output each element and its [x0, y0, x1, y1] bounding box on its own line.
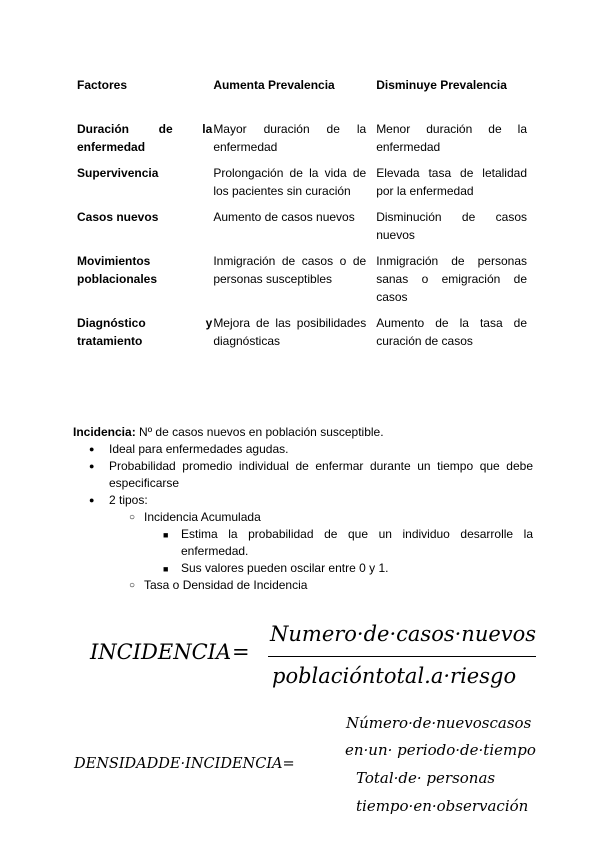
prevalence-factors-table — [77, 76, 527, 358]
table-row — [77, 314, 527, 358]
disminuye-cell: Elevada tasa de letalidad por la enfermedad — [376, 166, 527, 198]
factor-line-1 — [77, 314, 212, 332]
factor-cell: Supervivencia — [77, 166, 159, 180]
formula-densidad-denominator-line-2: tiempo·en·observación — [356, 797, 529, 815]
disminuye-cell: Disminución de casos nuevos — [376, 210, 527, 242]
factor-word: y — [205, 316, 213, 330]
header-disminuye: Disminuye Prevalencia — [376, 78, 507, 92]
incidencia-section — [73, 424, 533, 594]
incidencia-definition — [73, 424, 533, 441]
tipo-item: ○ Incidencia Acumulada — [73, 509, 533, 526]
factor-word: la — [202, 122, 213, 136]
factor-word: Diagnóstico — [77, 316, 146, 330]
formula-incidencia-lhs: INCIDENCIA — [90, 640, 232, 664]
acumulada-point: ■ Sus valores pueden oscilar entre 0 y 1. — [73, 560, 533, 577]
factor-cell: Casos nuevos — [77, 210, 159, 224]
table-row — [77, 120, 527, 164]
factor-line-2: enfermedad — [77, 140, 146, 154]
list-item: ● Probabilidad promedio individual de enfermar durante un tiempo que debe especificarse — [73, 458, 533, 492]
table-row — [77, 208, 527, 252]
formula-incidencia-numerator: Numero·de·casos·nuevos — [270, 622, 537, 646]
acumulada-point: ■ Estima la probabilidad de que un individuo desarrolle la enfermedad. — [73, 526, 533, 560]
header-factores: Factores — [77, 78, 128, 92]
aumenta-cell: Inmigración de casos o de personas susceptibles — [213, 254, 367, 286]
incidencia-bullet-list — [73, 441, 533, 594]
aumenta-cell: Mayor duración de la enfermedad — [213, 122, 367, 154]
aumenta-cell: Mejora de las posibilidades diagnósticas — [213, 316, 367, 348]
factor-word: de — [158, 122, 173, 136]
incidencia-label: Incidencia: — [73, 425, 136, 439]
aumenta-cell: Aumento de casos nuevos — [213, 210, 355, 224]
disminuye-cell: Aumento de la tasa de curación de casos — [376, 316, 527, 348]
formula-densidad-denominator-line-1: Total·de· personas — [356, 769, 496, 787]
factor-word: Duración — [77, 122, 130, 136]
disminuye-cell: Inmigración de personas sanas o emigración de casos — [376, 254, 527, 304]
formula-incidencia-equals: = — [232, 640, 250, 664]
formula-densidad-lhs: DENSIDADDE·INCIDENCIA= — [74, 756, 295, 772]
factor-line-2: tratamiento — [77, 334, 143, 348]
aumenta-cell: Prolongación de la vida de los pacientes sin curación — [213, 166, 367, 198]
formula-incidencia-denominator: poblacióntotal.a·riesgo — [272, 664, 517, 688]
factor-cell — [77, 120, 212, 164]
factor-line-1 — [77, 120, 212, 138]
factor-cell: Movimientos poblacionales — [77, 254, 158, 286]
table-row — [77, 164, 527, 208]
list-item: ● 2 tipos: — [73, 492, 533, 509]
formula-densidad-numerator-line-2: en·un· periodo·de·tiempo — [345, 741, 536, 759]
table-row — [77, 252, 527, 314]
tipo-item: ○ Tasa o Densidad de Incidencia — [73, 577, 533, 594]
table-header-row — [77, 76, 527, 120]
list-item: ● Ideal para enfermedades agudas. — [73, 441, 533, 458]
formula-densidad-numerator-line-1: Número·de·nuevoscasos — [346, 714, 532, 732]
formula-incidencia-fraction-bar — [268, 656, 536, 657]
factor-cell — [77, 314, 212, 358]
incidencia-definition-text: Nº de casos nuevos en población susceptible. — [135, 425, 384, 439]
disminuye-cell: Menor duración de la enfermedad — [376, 122, 527, 154]
header-aumenta: Aumenta Prevalencia — [213, 78, 335, 92]
